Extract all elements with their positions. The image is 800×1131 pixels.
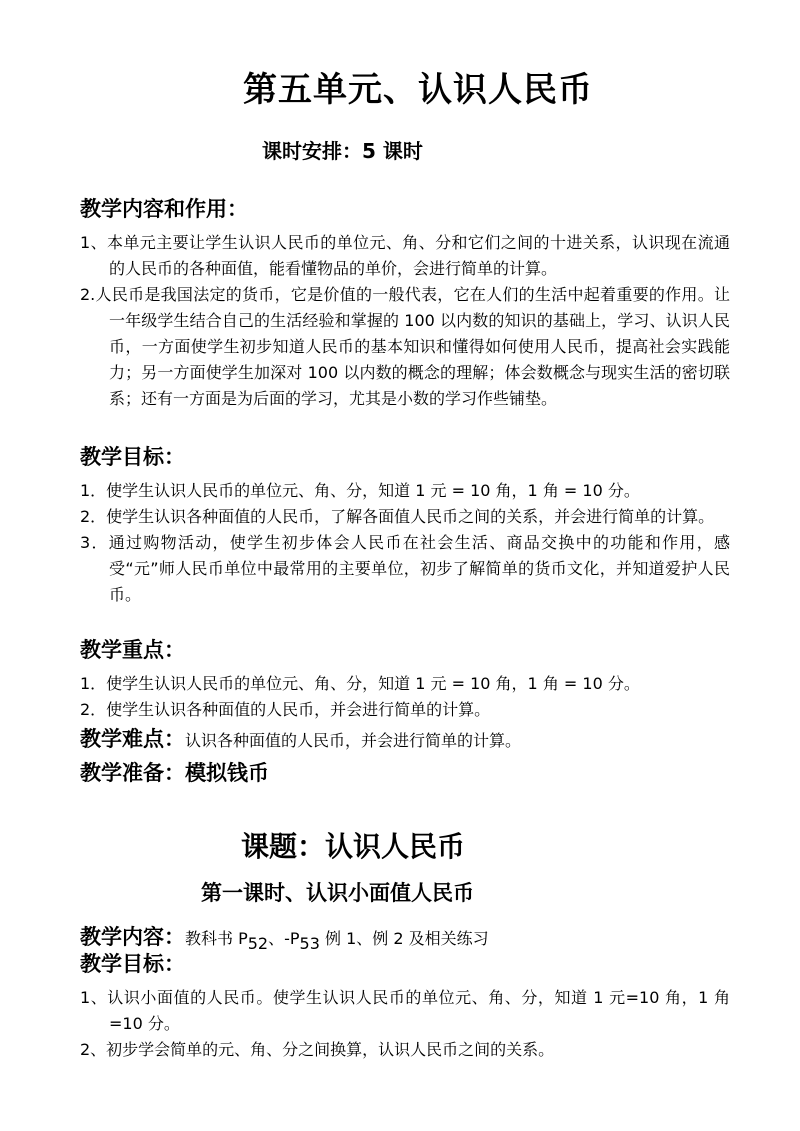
list-item: 1．使学生认识人民币的单位元、角、分，知道 1 元 = 10 角，1 角 = 10 分。 (80, 481, 640, 500)
lesson-content-text (185, 929, 489, 953)
goals-heading: 教学目标： (80, 445, 185, 469)
list-item: 3．通过购物活动，使学生初步体会人民币在社会生活、商品交换中的功能和作用，感受“元”师人民币单位中最常用的主要单位，初步了解简单的货币文化，并知道爱护人民币。 (80, 533, 730, 604)
list-item: 1、认识小面值的人民币。使学生认识人民币的单位元、角、分，知道 1 元=10 角，1 角=10 分。 (80, 988, 730, 1033)
page-end-number: 53 (299, 934, 320, 953)
list-item: 2、初步学会简单的元、角、分之间换算，认识人民币之间的关系。 (80, 1040, 555, 1059)
difficulty-label: 教学难点： (80, 727, 185, 751)
difficulty-line (80, 723, 521, 753)
lesson-subtitle: 第一课时、认识小面值人民币 (201, 881, 474, 905)
lesson-goals-list (80, 985, 730, 1063)
list-item: 1、本单元主要让学生认识人民币的单位元、角、分和它们之间的十进关系，认识现在流通的人民币的各种面值，能看懂物品的单价，会进行简单的计算。 (80, 233, 730, 278)
content-list (80, 230, 730, 412)
list-item: 1．使学生认识人民币的单位元、角、分，知道 1 元 = 10 角，1 角 = 10 分。 (80, 674, 640, 693)
lesson-schedule: 课时安排：5 课时 (262, 139, 423, 163)
lesson-title: 课题：认识人民币 (241, 830, 466, 863)
list-item: 2．使学生认识各种面值的人民币，了解各面值人民币之间的关系，并会进行简单的计算。 (80, 507, 715, 526)
page-start-number: 52 (247, 934, 269, 953)
list-item: 2.人民币是我国法定的货币，它是价值的一般代表，它在人们的生活中起着重要的作用。让一年级学生结合自己的生活经验和掌握的 100 以内数的知识的基础上，学习、认识人民币，一方面使学生初步知道人民币的基本知识和懂得如何使用人民币，提高社会实践能力；另一方面使学生加深对 100 以内数的概念的理解；体会数概念与现实生活的密切联系；还有一方面是为后面的学习，尤其是小数的学习作些铺垫。 (80, 285, 730, 408)
preparation-text: 模拟钱币 (185, 761, 269, 785)
content-prefix: 教科书 P (185, 929, 248, 948)
difficulty-text: 认识各种面值的人民币，并会进行简单的计算。 (185, 731, 522, 750)
focus-list (80, 671, 730, 723)
lesson-goals-heading: 教学目标： (80, 952, 185, 976)
unit-title: 第五单元、认识人民币 (243, 70, 593, 110)
preparation-label: 教学准备： (80, 761, 185, 785)
focus-heading: 教学重点： (80, 638, 185, 662)
lesson-content-label: 教学内容： (80, 925, 185, 949)
content-mid: 、-P (268, 929, 300, 948)
goals-list (80, 478, 730, 608)
list-item: 2．使学生认识各种面值的人民币，并会进行简单的计算。 (80, 700, 491, 719)
lesson-content-line (80, 921, 489, 951)
content-suffix: 例 1、例 2 及相关练习 (319, 929, 489, 948)
preparation-line (80, 757, 269, 787)
content-heading: 教学内容和作用： (80, 197, 248, 221)
